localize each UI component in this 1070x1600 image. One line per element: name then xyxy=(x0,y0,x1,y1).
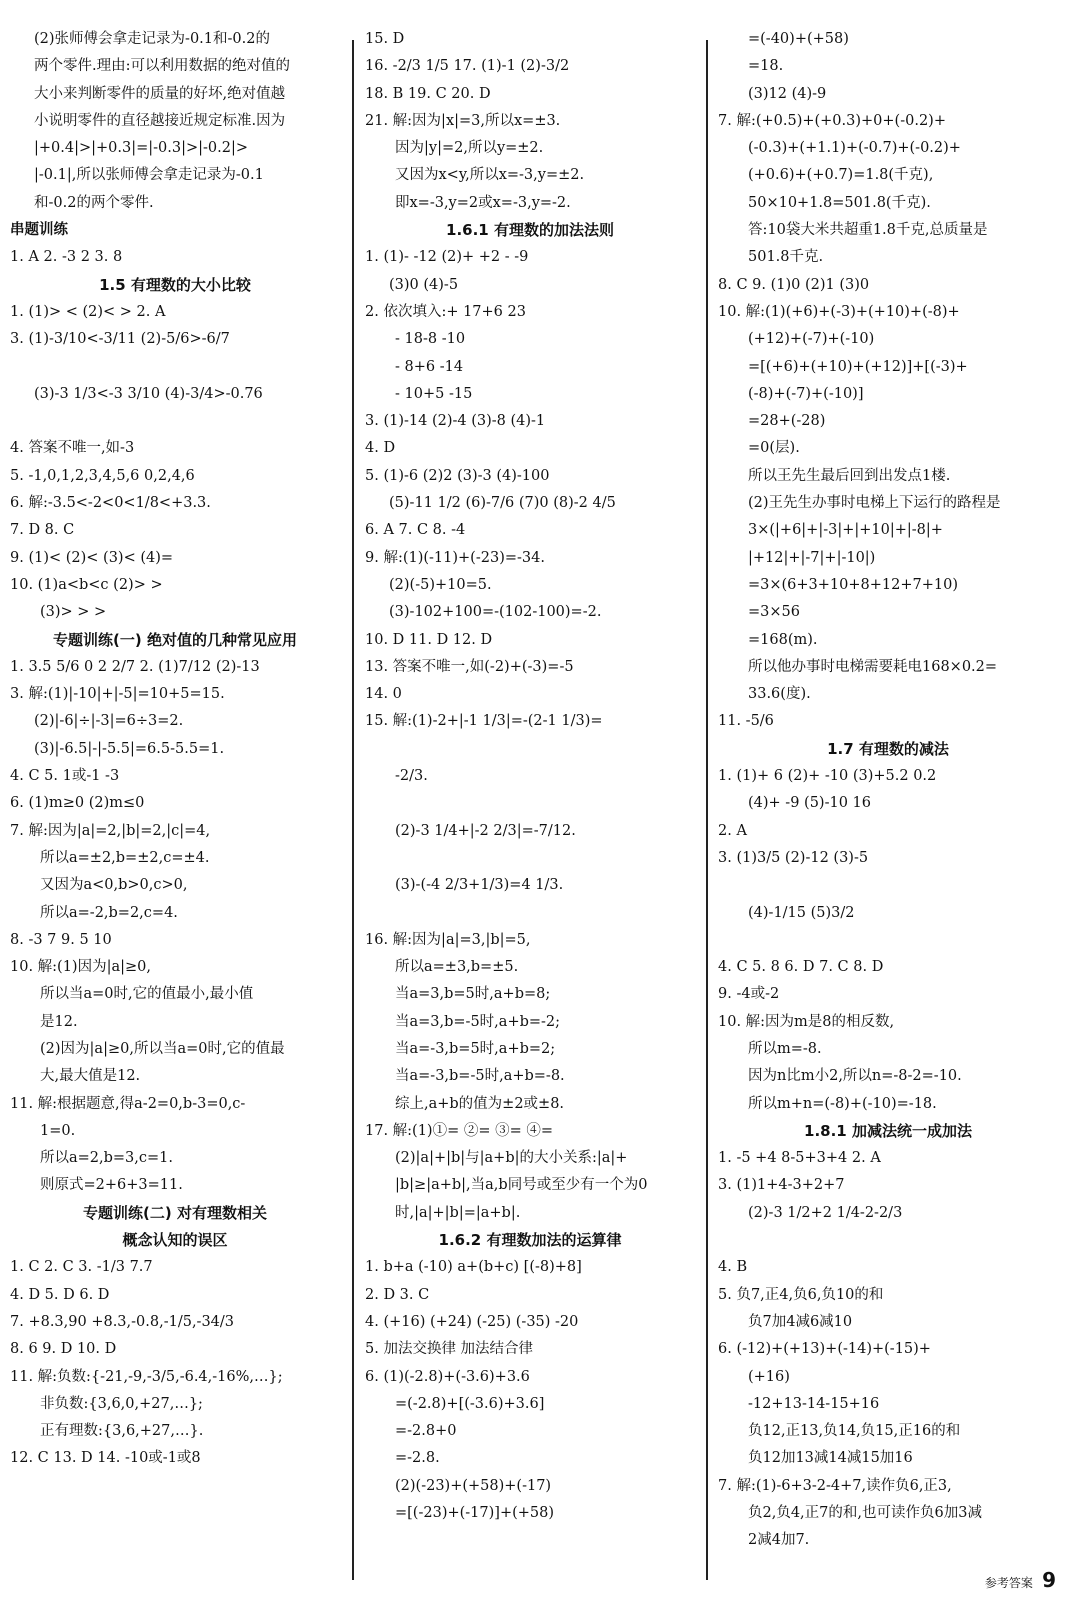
answer-line: (4)+ -9 (5)-10 16 xyxy=(748,795,871,812)
answer-line: 当a=3,b=5时,a+b=8; xyxy=(395,986,551,1003)
answer-line: (-8)+(-7)+(-10)] xyxy=(748,385,864,402)
answer-line: 综上,a+b的值为±2或±8. xyxy=(395,1095,565,1112)
answer-line: 则原式=2+6+3=11. xyxy=(40,1177,183,1194)
answer-line: 2. 依次填入:+ 17+6 23 xyxy=(365,303,526,320)
answer-line: 1. (1)+ 6 (2)+ -10 (3)+5.2 0.2 xyxy=(718,768,937,785)
answer-line: (3)12 (4)-9 xyxy=(748,85,827,102)
answer-line: 3×(|+6|+|-3|+|+10|+|-8|+ xyxy=(748,522,943,539)
answer-line: 两个零件.理由:可以利用数据的绝对值的 xyxy=(34,58,290,75)
answer-line: 6. (-12)+(+13)+(-14)+(-15)+ xyxy=(718,1341,931,1358)
section-heading: 专题训练(二) 对有理数相关 xyxy=(83,1203,267,1222)
answer-line: 17. 解:(1)①= ②= ③= ④= xyxy=(365,1122,554,1139)
answer-line: 8. 6 9. D 10. D xyxy=(10,1341,117,1358)
answer-line: (2)-3 1/2+2 1/4-2-2/3 xyxy=(748,1204,903,1221)
answer-line: 1. A 2. -3 2 3. 8 xyxy=(10,249,123,266)
answer-line: (+12)+(-7)+(-10) xyxy=(748,331,875,348)
answer-line: 15. D xyxy=(365,31,405,47)
answer-line: 11. 解:负数:{-21,-9,-3/5,-6.4,-16%,…}; xyxy=(10,1368,283,1385)
answer-line: 11. -5/6 xyxy=(718,713,774,730)
answer-line: =28+(-28) xyxy=(748,413,826,430)
answer-line: 4. C 5. 1或-1 -3 xyxy=(10,768,120,785)
answer-line: (2)张师傅会拿走记录为-0.1和-0.2的 xyxy=(34,31,270,47)
answer-line: 15. 解:(1)-2+|-1 1/3|=-(2-1 1/3)= xyxy=(365,713,603,730)
answer-line: (2)-3 1/4+|-2 2/3|=-7/12. xyxy=(395,822,576,839)
answer-line: 小说明零件的直径越接近规定标准.因为 xyxy=(34,112,286,129)
answer-line: 10. 解:因为m是8的相反数, xyxy=(718,1013,895,1030)
answer-line: 大小来判断零件的质量的好坏,绝对值越 xyxy=(34,85,286,102)
answer-line: 4. C 5. 8 6. D 7. C 8. D xyxy=(718,959,884,976)
answer-line: -2/3. xyxy=(395,768,428,785)
answer-line: |+0.4|>|+0.3|=|-0.3|>|-0.2|> xyxy=(34,140,249,157)
answer-line: 当a=-3,b=-5时,a+b=-8. xyxy=(395,1068,565,1085)
answer-line: 正有理数:{3,6,+27,…}. xyxy=(40,1423,204,1440)
answer-column-1 xyxy=(10,26,340,1473)
column-divider-1 xyxy=(352,40,354,1580)
answer-line: =-2.8+0 xyxy=(395,1423,457,1440)
answer-line: (3)0 (4)-5 xyxy=(389,276,459,293)
answer-line: 14. 0 xyxy=(365,686,402,703)
answer-line: (2)(-23)+(+58)+(-17) xyxy=(395,1477,552,1494)
answer-line: 4. (+16) (+24) (-25) (-35) -20 xyxy=(365,1313,579,1330)
answer-line: - 10+5 -15 xyxy=(395,385,473,402)
answer-line: 非负数:{3,6,0,+27,…}; xyxy=(40,1395,203,1412)
answer-line: 负2,负4,正7的和,也可读作负6加3减 xyxy=(748,1505,982,1522)
answer-line: 11. 解:根据题意,得a-2=0,b-3=0,c- xyxy=(10,1095,246,1112)
section-heading: 专题训练(一) 绝对值的几种常见应用 xyxy=(53,630,297,649)
answer-line: (-0.3)+(+1.1)+(-0.7)+(-0.2)+ xyxy=(748,140,961,157)
answer-line: 1. C 2. C 3. -1/3 7.7 xyxy=(10,1259,153,1276)
answer-line: 10. D 11. D 12. D xyxy=(365,631,493,648)
answer-line: (2)因为|a|≥0,所以当a=0时,它的值最 xyxy=(40,1040,285,1057)
answer-line: 是12. xyxy=(40,1013,78,1030)
answer-line xyxy=(718,927,1058,954)
answer-line: - 8+6 -14 xyxy=(395,358,464,375)
answer-line: (3)|-6.5|-|-5.5|=6.5-5.5=1. xyxy=(34,740,225,757)
answer-line: 所以m+n=(-8)+(-10)=-18. xyxy=(748,1095,937,1112)
section-heading: 1.5 有理数的大小比较 xyxy=(99,275,251,294)
answer-line: 21. 解:因为|x|=3,所以x=±3. xyxy=(365,112,561,129)
answer-line xyxy=(365,790,695,817)
answer-line: (2)|-6|÷|-3|=6÷3=2. xyxy=(34,713,184,730)
answer-line: 即x=-3,y=2或x=-3,y=-2. xyxy=(395,194,571,211)
answer-line: |+12|+|-7|+|-10|) xyxy=(748,549,876,566)
answer-column-2 xyxy=(365,26,695,1527)
answer-line: 所以他办事时电梯需要耗电168×0.2= xyxy=(748,658,998,675)
answer-line: 9. (1)< (2)< (3)< (4)= xyxy=(10,549,174,566)
answer-line: 负7加4减6减10 xyxy=(748,1313,853,1330)
section-heading: 概念认知的误区 xyxy=(122,1231,228,1250)
section-heading: 1.7 有理数的减法 xyxy=(827,739,949,758)
page-number: 9 xyxy=(1042,1568,1056,1592)
answer-line: 12. C 13. D 14. -10或-1或8 xyxy=(10,1450,201,1467)
answer-line: 1. b+a (-10) a+(b+c) [(-8)+8] xyxy=(365,1259,582,1276)
answer-line: 当a=-3,b=5时,a+b=2; xyxy=(395,1040,556,1057)
answer-line: =0(层). xyxy=(748,440,800,457)
answer-line: 时,|a|+|b|=|a+b|. xyxy=(395,1204,521,1221)
answer-line: 大,最大值是12. xyxy=(40,1068,141,1085)
answer-line: (2)(-5)+10=5. xyxy=(389,576,492,593)
answer-line: 13. 答案不唯一,如(-2)+(-3)=-5 xyxy=(365,658,574,675)
answer-line: 7. 解:因为|a|=2,|b|=2,|c|=4, xyxy=(10,822,211,839)
sub-heading: 串题训练 xyxy=(10,222,68,239)
answer-line: 18. B 19. C 20. D xyxy=(365,85,491,102)
answer-line: 7. D 8. C xyxy=(10,522,75,539)
section-heading: 1.6.1 有理数的加法法则 xyxy=(446,221,614,240)
answer-line: 4. 答案不唯一,如-3 xyxy=(10,440,135,457)
answer-line xyxy=(365,900,695,927)
answer-line: 所以a=±3,b=±5. xyxy=(395,959,519,976)
answer-line: 因为|y|=2,所以y=±2. xyxy=(395,140,544,157)
answer-line: 3. (1)-3/10<-3/11 (2)-5/6>-6/7 xyxy=(10,331,230,348)
footer-label: 参考答案 xyxy=(984,1576,1033,1590)
answer-line: 3. (1)3/5 (2)-12 (3)-5 xyxy=(718,849,869,866)
answer-line: 9. 解:(1)(-11)+(-23)=-34. xyxy=(365,549,545,566)
answer-line: 所以a=-2,b=2,c=4. xyxy=(40,904,178,921)
answer-line: (3)-3 1/3<-3 3/10 (4)-3/4>-0.76 xyxy=(34,385,263,402)
answer-line: 16. -2/3 1/5 17. (1)-1 (2)-3/2 xyxy=(365,58,570,75)
answer-line: 10. 解:(1)(+6)+(-3)+(+10)+(-8)+ xyxy=(718,303,960,320)
answer-line: |b|≥|a+b|,当a,b同号或至少有一个为0 xyxy=(395,1177,648,1194)
answer-line: (3)> > > xyxy=(40,604,107,621)
answer-line: (4)-1/15 (5)3/2 xyxy=(748,904,855,921)
answer-line: 4. D xyxy=(365,440,396,457)
answer-line xyxy=(10,408,340,435)
answer-line: (3)-(-4 2/3+1/3)=4 1/3. xyxy=(395,877,564,894)
answer-line: 所以王先生最后回到出发点1楼. xyxy=(748,467,951,484)
answer-line: 负12加13减14减15加16 xyxy=(748,1450,913,1467)
answer-line: 又因为a<0,b>0,c>0, xyxy=(40,877,188,894)
answer-line xyxy=(718,1227,1058,1254)
answer-line: =(-2.8)+[(-3.6)+3.6] xyxy=(395,1395,545,1412)
answer-line: 3. (1)1+4-3+2+7 xyxy=(718,1177,845,1194)
answer-line: 8. -3 7 9. 5 10 xyxy=(10,931,112,948)
column-divider-2 xyxy=(706,40,708,1580)
answer-line: 所以a=±2,b=±2,c=±4. xyxy=(40,849,210,866)
answer-line: 7. 解:(1)-6+3-2-4+7,读作负6,正3, xyxy=(718,1477,952,1494)
answer-line xyxy=(718,872,1058,899)
answer-line: (3)-102+100=-(102-100)=-2. xyxy=(389,604,602,621)
answer-line: 1. -5 +4 8-5+3+4 2. A xyxy=(718,1150,881,1167)
answer-line: (+0.6)+(+0.7)=1.8(千克), xyxy=(748,167,934,184)
answer-line: 5. -1,0,1,2,3,4,5,6 0,2,4,6 xyxy=(10,467,195,484)
answer-line: 50×10+1.8=501.8(千克). xyxy=(748,194,931,211)
answer-line: 5. 加法交换律 加法结合律 xyxy=(365,1341,534,1358)
answer-line: 所以a=2,b=3,c=1. xyxy=(40,1150,173,1167)
answer-line: 6. (1)(-2.8)+(-3.6)+3.6 xyxy=(365,1368,530,1385)
answer-line: (5)-11 1/2 (6)-7/6 (7)0 (8)-2 4/5 xyxy=(389,495,616,512)
answer-line: 16. 解:因为|a|=3,|b|=5, xyxy=(365,931,531,948)
page-footer xyxy=(985,1568,1056,1592)
answer-line: (2)|a|+|b|与|a+b|的大小关系:|a|+ xyxy=(395,1150,628,1167)
answer-line: 10. 解:(1)因为|a|≥0, xyxy=(10,959,151,976)
answer-line: 2. D 3. C xyxy=(365,1286,430,1303)
answer-line: 9. -4或-2 xyxy=(718,986,780,1003)
answer-line: =3×(6+3+10+8+12+7+10) xyxy=(748,576,958,593)
answer-line: 2. A xyxy=(718,822,747,839)
answer-line: 6. 解:-3.5<-2<0<1/8<+3.3. xyxy=(10,495,211,512)
answer-line: =18. xyxy=(748,58,784,75)
answer-line: 和-0.2的两个零件. xyxy=(34,194,154,211)
answer-line: 5. (1)-6 (2)2 (3)-3 (4)-100 xyxy=(365,467,550,484)
answer-line: 33.6(度). xyxy=(748,686,811,703)
answer-line: =[(-23)+(-17)]+(+58) xyxy=(395,1505,555,1522)
answer-line: 10. (1)a<b<c (2)> > xyxy=(10,576,163,593)
answer-line: 1. (1)- -12 (2)+ +2 - -9 xyxy=(365,249,529,266)
answer-line: 1=0. xyxy=(40,1122,76,1139)
answer-line: 6. (1)m≥0 (2)m≤0 xyxy=(10,795,145,812)
section-heading: 1.6.2 有理数加法的运算律 xyxy=(438,1231,622,1250)
answer-line: 1. 3.5 5/6 0 2 2/7 2. (1)7/12 (2)-13 xyxy=(10,658,260,675)
answer-line: 因为n比m小2,所以n=-8-2=-10. xyxy=(748,1068,962,1085)
answer-line xyxy=(10,354,340,381)
answer-line xyxy=(365,845,695,872)
answer-line: 1. (1)> < (2)< > 2. A xyxy=(10,303,166,320)
answer-line: 所以m=-8. xyxy=(748,1040,822,1057)
answer-line: 3. 解:(1)|-10|+|-5|=10+5=15. xyxy=(10,686,225,703)
answer-line: (+16) xyxy=(748,1368,790,1385)
answer-line: - 18-8 -10 xyxy=(395,331,466,348)
answer-line: =3×56 xyxy=(748,604,800,621)
answer-line: 2减4加7. xyxy=(748,1532,810,1549)
answer-line: |-0.1|,所以张师傅会拿走记录为-0.1 xyxy=(34,167,264,184)
answer-line: 所以当a=0时,它的值最小,最小值 xyxy=(40,986,254,1003)
answer-line: (2)王先生办事时电梯上下运行的路程是 xyxy=(748,495,1001,512)
answer-line: -12+13-14-15+16 xyxy=(748,1395,880,1412)
answer-line: 3. (1)-14 (2)-4 (3)-8 (4)-1 xyxy=(365,413,546,430)
answer-line: 4. B xyxy=(718,1259,748,1276)
answer-line: 答:10袋大米共超重1.8千克,总质量是 xyxy=(748,222,988,239)
answer-line: =[(+6)+(+10)+(+12)]+[(-3)+ xyxy=(748,358,968,375)
answer-line: 8. C 9. (1)0 (2)1 (3)0 xyxy=(718,276,870,293)
answer-line: 4. D 5. D 6. D xyxy=(10,1286,110,1303)
answer-line: 又因为x<y,所以x=-3,y=±2. xyxy=(395,167,585,184)
answer-line: =-2.8. xyxy=(395,1450,440,1467)
answer-line: 5. 负7,正4,负6,负10的和 xyxy=(718,1286,884,1303)
answer-column-3 xyxy=(718,26,1058,1555)
answer-line: 当a=3,b=-5时,a+b=-2; xyxy=(395,1013,561,1030)
section-heading: 1.8.1 加减法统一成加法 xyxy=(804,1121,972,1140)
answer-line: =168(m). xyxy=(748,631,818,648)
answer-line xyxy=(365,736,695,763)
answer-line: 6. A 7. C 8. -4 xyxy=(365,522,466,539)
answer-line: 7. 解:(+0.5)+(+0.3)+0+(-0.2)+ xyxy=(718,112,946,129)
answer-line: 7. +8.3,90 +8.3,-0.8,-1/5,-34/3 xyxy=(10,1313,235,1330)
answer-line: 501.8千克. xyxy=(748,249,824,266)
answer-line: 负12,正13,负14,负15,正16的和 xyxy=(748,1423,961,1440)
answer-line: =(-40)+(+58) xyxy=(748,31,849,47)
